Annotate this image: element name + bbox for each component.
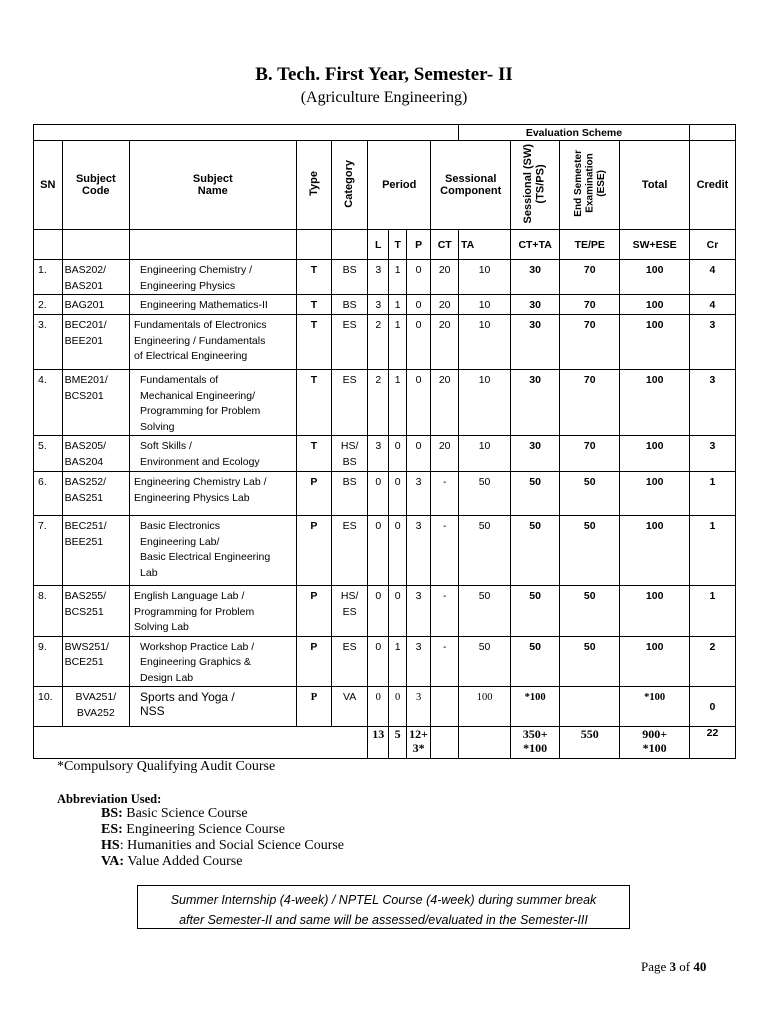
l-cell: 3 [368, 295, 389, 315]
ta-cell: 10 [459, 370, 511, 436]
subject-code-cell: BME201/ BCS201 [62, 370, 129, 436]
table-row [34, 370, 736, 436]
subject-name-cell: Workshop Practice Lab / Engineering Graphics & Design Lab [130, 636, 297, 687]
type-cell: P [296, 586, 332, 637]
t-header: T [389, 230, 406, 260]
total-cell: *100 [620, 687, 690, 727]
l-cell: 0 [368, 636, 389, 687]
cr-header: Cr [689, 230, 735, 260]
subject-name-cell: Basic Electronics Engineering Lab/ Basic Electrical Engineering Lab [130, 516, 297, 586]
column-header-row [34, 141, 736, 230]
category-cell: HS/ BS [332, 436, 368, 472]
abbreviation-heading: Abbreviation Used: [57, 792, 162, 806]
credit-cell: 3 [689, 315, 735, 370]
total-credit: 22 [689, 727, 735, 759]
table-row [34, 436, 736, 472]
p-cell: 3 [406, 687, 431, 727]
subject-name-cell: Soft Skills / Environment and Ecology [130, 436, 297, 472]
ese-cell [560, 687, 620, 727]
sn-header: SN [34, 141, 63, 230]
ta-cell: 50 [459, 636, 511, 687]
ct-cell: - [431, 586, 459, 637]
t-cell: 1 [389, 295, 406, 315]
sessional-component-header: Sessional Component [431, 141, 511, 230]
ta-cell: 10 [459, 436, 511, 472]
total-l: 13 [368, 727, 389, 759]
l-cell: 0 [368, 516, 389, 586]
tepe-header: TE/PE [560, 230, 620, 260]
ese-cell: 70 [560, 436, 620, 472]
footnote: *Compulsory Qualifying Audit Course [57, 759, 276, 774]
total-cell: 100 [620, 436, 690, 472]
ct-cell: - [431, 472, 459, 516]
sn-cell: 4. [34, 370, 63, 436]
credit-cell: 0 [689, 687, 735, 727]
sessional-sw-cell: 30 [511, 370, 560, 436]
total-p: 12+ 3* [406, 727, 431, 759]
p-cell: 0 [406, 315, 431, 370]
category-cell: BS [332, 260, 368, 295]
ta-cell: 10 [459, 295, 511, 315]
total-cell: 100 [620, 472, 690, 516]
total-header: Total [620, 141, 690, 230]
ta-cell: 100 [459, 687, 511, 727]
t-cell: 1 [389, 636, 406, 687]
subject-code-cell: BAS205/ BAS204 [62, 436, 129, 472]
l-cell: 2 [368, 315, 389, 370]
t-cell: 0 [389, 687, 406, 727]
notice-line: Summer Internship (4-week) / NPTEL Course (4-week) during summer break [170, 893, 597, 907]
subject-code-cell: BAG201 [62, 295, 129, 315]
l-cell: 0 [368, 472, 389, 516]
category-cell: ES [332, 370, 368, 436]
credit-cell: 3 [689, 436, 735, 472]
sn-cell: 8. [34, 586, 63, 637]
category-cell: VA [332, 687, 368, 727]
credit-cell: 1 [689, 516, 735, 586]
t-cell: 0 [389, 586, 406, 637]
ct-header: CT [431, 230, 459, 260]
ta-cell: 50 [459, 472, 511, 516]
total-cell: 100 [620, 516, 690, 586]
subject-name-header: Subject Name [130, 141, 297, 230]
subject-name-cell: Engineering Chemistry / Engineering Physics [130, 260, 297, 295]
t-cell: 1 [389, 370, 406, 436]
sessional-sw-cell: 30 [511, 260, 560, 295]
type-cell: P [296, 636, 332, 687]
total-cell: 100 [620, 315, 690, 370]
total-sw: 350+ *100 [511, 727, 560, 759]
subject-name-cell: Engineering Chemistry Lab / Engineering Physics Lab [130, 472, 297, 516]
ese-cell: 70 [560, 260, 620, 295]
p-cell: 0 [406, 295, 431, 315]
subject-code-header: Subject Code [62, 141, 129, 230]
eval-header-row [34, 125, 736, 141]
credit-cell: 4 [689, 295, 735, 315]
subject-code-cell: BVA251/ BVA252 [62, 687, 129, 727]
total-cell: 100 [620, 260, 690, 295]
ese-cell: 50 [560, 586, 620, 637]
ese-cell: 70 [560, 315, 620, 370]
subject-code-cell: BEC251/ BEE251 [62, 516, 129, 586]
p-cell: 3 [406, 586, 431, 637]
abbreviation-item: VA: Value Added Course [101, 854, 243, 869]
subject-code-cell: BAS202/ BAS201 [62, 260, 129, 295]
total-cell: 100 [620, 586, 690, 637]
l-cell: 3 [368, 260, 389, 295]
subject-name-cell: Sports and Yoga / NSS [130, 687, 297, 727]
type-cell: T [296, 315, 332, 370]
subject-code-cell: BAS255/ BCS251 [62, 586, 129, 637]
p-cell: 3 [406, 516, 431, 586]
ctta-header: CT+TA [511, 230, 560, 260]
abbreviation-item: BS: Basic Science Course [101, 806, 248, 821]
ct-cell: 20 [431, 260, 459, 295]
totals-row [34, 727, 736, 759]
sessional-sw-cell: 30 [511, 436, 560, 472]
sessional-sw-header: Sessional (SW) (TS/PS) [511, 141, 560, 230]
p-cell: 0 [406, 436, 431, 472]
ct-cell: 20 [431, 315, 459, 370]
ese-cell: 70 [560, 295, 620, 315]
t-cell: 1 [389, 260, 406, 295]
ct-cell: 20 [431, 295, 459, 315]
credit-cell: 2 [689, 636, 735, 687]
sn-cell: 6. [34, 472, 63, 516]
p-cell: 0 [406, 370, 431, 436]
ct-cell [431, 687, 459, 727]
type-cell: P [296, 687, 332, 727]
p-cell: 0 [406, 260, 431, 295]
type-cell: P [296, 472, 332, 516]
type-cell: T [296, 295, 332, 315]
sessional-sw-cell: 50 [511, 516, 560, 586]
abbreviation-item: ES: Engineering Science Course [101, 822, 285, 837]
swese-header: SW+ESE [620, 230, 690, 260]
evaluation-scheme-label: Evaluation Scheme [459, 125, 690, 141]
ese-cell: 50 [560, 516, 620, 586]
ta-cell: 50 [459, 586, 511, 637]
notice-line: after Semester-II and same will be assessed/evaluated in the Semester-III [179, 913, 588, 927]
l-cell: 2 [368, 370, 389, 436]
table-row [34, 516, 736, 586]
table-row [34, 586, 736, 637]
page-number: Page 3 of 40 [641, 959, 707, 974]
period-header: Period [368, 141, 431, 230]
subject-code-cell: BEC201/ BEE201 [62, 315, 129, 370]
sub-header-row [34, 230, 736, 260]
sessional-sw-cell: 50 [511, 636, 560, 687]
sn-cell: 5. [34, 436, 63, 472]
total-ese: 550 [560, 727, 620, 759]
ese-cell: 50 [560, 472, 620, 516]
ct-cell: - [431, 516, 459, 586]
subject-code-cell: BAS252/ BAS251 [62, 472, 129, 516]
page-title: B. Tech. First Year, Semester- II [255, 64, 513, 85]
total-t: 5 [389, 727, 406, 759]
ta-header: TA [459, 230, 511, 260]
subject-name-cell: Fundamentals of Electronics Engineering / Fundamentals of Electrical Engineering [130, 315, 297, 370]
type-cell: T [296, 370, 332, 436]
subject-name-cell: Fundamentals of Mechanical Engineering/ Programming for Problem Solving [130, 370, 297, 436]
l-header: L [368, 230, 389, 260]
sn-cell: 9. [34, 636, 63, 687]
t-cell: 0 [389, 436, 406, 472]
table-row [34, 260, 736, 295]
sn-cell: 10. [34, 687, 63, 727]
table-row [34, 472, 736, 516]
credit-cell: 1 [689, 472, 735, 516]
credit-header: Credit [689, 141, 735, 230]
sessional-sw-cell: 30 [511, 315, 560, 370]
l-cell: 0 [368, 687, 389, 727]
category-header: Category [332, 141, 368, 230]
category-cell: ES [332, 315, 368, 370]
t-cell: 1 [389, 315, 406, 370]
ct-cell: - [431, 636, 459, 687]
subject-name-cell: English Language Lab / Programming for Problem Solving Lab [130, 586, 297, 637]
t-cell: 0 [389, 472, 406, 516]
type-cell: P [296, 516, 332, 586]
credit-cell: 4 [689, 260, 735, 295]
total-cell: 100 [620, 295, 690, 315]
ese-cell: 70 [560, 370, 620, 436]
category-cell: ES [332, 516, 368, 586]
evaluation-scheme-table [33, 124, 736, 759]
summer-internship-notice [137, 885, 630, 929]
category-cell: HS/ ES [332, 586, 368, 637]
ct-cell: 20 [431, 370, 459, 436]
table-row [34, 687, 736, 727]
category-cell: BS [332, 295, 368, 315]
table-row [34, 315, 736, 370]
sessional-sw-cell: 30 [511, 295, 560, 315]
p-cell: 3 [406, 636, 431, 687]
sn-cell: 1. [34, 260, 63, 295]
subject-name-cell: Engineering Mathematics-II [130, 295, 297, 315]
type-cell: T [296, 260, 332, 295]
ese-header: End Semester Examination (ESE) [560, 141, 620, 230]
l-cell: 0 [368, 586, 389, 637]
ta-cell: 10 [459, 260, 511, 295]
ta-cell: 10 [459, 315, 511, 370]
ta-cell: 50 [459, 516, 511, 586]
ese-cell: 50 [560, 636, 620, 687]
abbreviation-item: HS: Humanities and Social Science Course [101, 838, 345, 853]
sn-cell: 2. [34, 295, 63, 315]
table-row [34, 636, 736, 687]
sessional-sw-cell: *100 [511, 687, 560, 727]
sn-cell: 7. [34, 516, 63, 586]
sessional-sw-cell: 50 [511, 472, 560, 516]
t-cell: 0 [389, 516, 406, 586]
subject-code-cell: BWS251/ BCE251 [62, 636, 129, 687]
category-cell: BS [332, 472, 368, 516]
sessional-sw-cell: 50 [511, 586, 560, 637]
table-row [34, 295, 736, 315]
l-cell: 3 [368, 436, 389, 472]
total-cell: 100 [620, 636, 690, 687]
credit-cell: 3 [689, 370, 735, 436]
sn-cell: 3. [34, 315, 63, 370]
p-header: P [406, 230, 431, 260]
category-cell: ES [332, 636, 368, 687]
page-subtitle: (Agriculture Engineering) [300, 89, 468, 106]
type-cell: T [296, 436, 332, 472]
credit-cell: 1 [689, 586, 735, 637]
total-cell: 100 [620, 370, 690, 436]
type-header: Type [296, 141, 332, 230]
p-cell: 3 [406, 472, 431, 516]
ct-cell: 20 [431, 436, 459, 472]
total-total: 900+ *100 [620, 727, 690, 759]
